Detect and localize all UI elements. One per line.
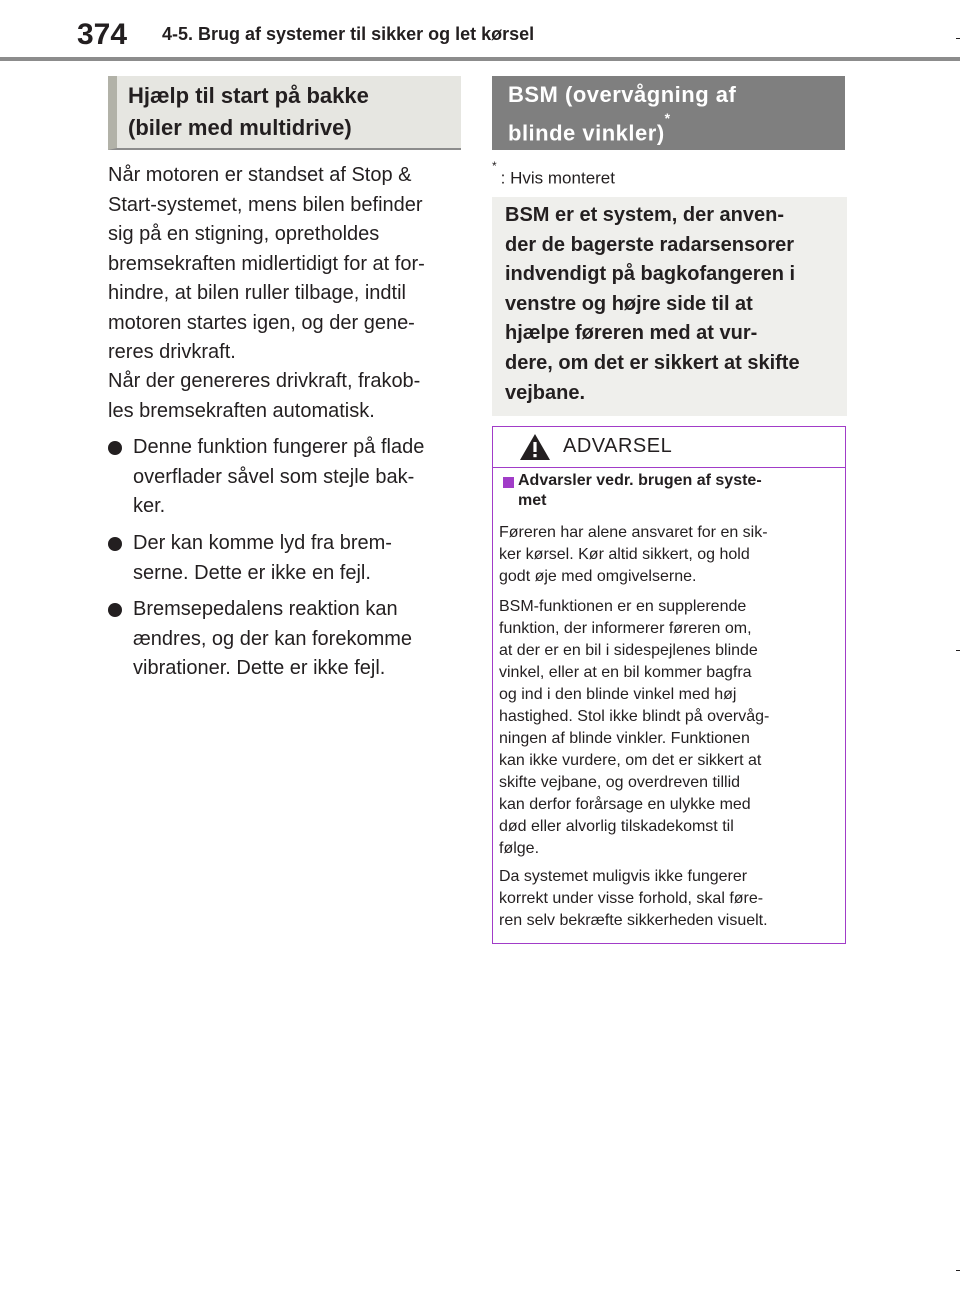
warning-header <box>493 427 845 468</box>
section-heading-bsm-text <box>508 79 736 149</box>
warning-subtitle: Advarsler vedr. brugen af syste- met <box>518 472 762 509</box>
section-heading-bsm <box>492 76 845 150</box>
crop-mark <box>956 650 960 651</box>
warning-paragraph: Da systemet muligvis ikke fungerer korrekt under visse forhold, skal føre- ren selv bekræfte sikkerheden visuelt. <box>499 868 768 929</box>
warning-title: ADVARSEL <box>563 435 673 457</box>
warning-paragraph: Føreren har alene ansvaret for en sik- ker kørsel. Kør altid sikkert, og hold godt øje med omgivelserne. <box>499 524 768 585</box>
bullet-text: Denne funktion fungerer på flade overflader såvel som stejle bak- ker. <box>133 436 425 517</box>
page-number: 374 <box>77 18 128 51</box>
bullet-text: Bremsepedalens reaktion kan ændres, og der kan forekomme vibrationer. Dette er ikke fejl. <box>133 598 413 679</box>
running-header: 4-5. Brug af systemer til sikker og let kørsel <box>162 24 535 44</box>
footnote-text: : Hvis monteret <box>500 168 615 188</box>
footnote <box>492 159 615 189</box>
section-heading-hill-start-text: Hjælp til start på bakke (biler med multidrive) <box>128 83 369 140</box>
bullet-text: Der kan komme lyd fra brem- serne. Dette er ikke en fejl. <box>133 532 392 584</box>
warning-box <box>492 426 846 944</box>
bullet-icon <box>108 603 122 617</box>
heading-footnote-mark: * <box>664 110 671 126</box>
footnote-mark: * <box>492 159 497 173</box>
bullet-icon <box>108 537 122 551</box>
crop-mark <box>956 38 960 39</box>
warning-triangle-icon <box>519 432 551 462</box>
header-rule <box>0 57 960 61</box>
warning-paragraph: BSM-funktionen er en supplerende funktion, der informerer føreren om, at der er en bil i sidespejlenes blinde vinkel, eller at en bil kommer bagfra og ind i den blinde vinkel med høj hastighed. Stol ikke blindt på overvåg- ningen af blinde vinkler. Funktionen kan ikke vurdere, om det er sikkert at skifte vejbane, og overdreven tillid kan derfor forårsage en ulykke med død eller alvorlig tilskadekomst til følge. <box>499 598 770 857</box>
warning-bullet-square-icon <box>503 477 514 488</box>
section-heading-hill-start <box>108 76 461 150</box>
body-paragraph: Når der genereres drivkraft, frakob- les bremsekraften automatisk. <box>108 370 421 422</box>
bullet-icon <box>108 441 122 455</box>
body-paragraph: Når motoren er standset af Stop & Start-systemet, mens bilen befinder sig på en stigning, opretholdes bremsekraften midlertidigt for at for- hindre, at bilen ruller tilbage, indtil motoren startes igen, og der gene- reres drivkraft. <box>108 164 425 363</box>
crop-mark <box>956 1270 960 1271</box>
summary-text: BSM er et system, der anven- der de bagerste radarsensorer indvendigt på bagkofangeren i venstre og højre side til at hjælpe føreren med at vur- dere, om det er sikkert at skifte vejbane. <box>505 204 800 404</box>
summary-box <box>492 197 847 416</box>
section-heading-bsm-title: BSM (overvågning af blinde vinkler) <box>508 82 737 146</box>
